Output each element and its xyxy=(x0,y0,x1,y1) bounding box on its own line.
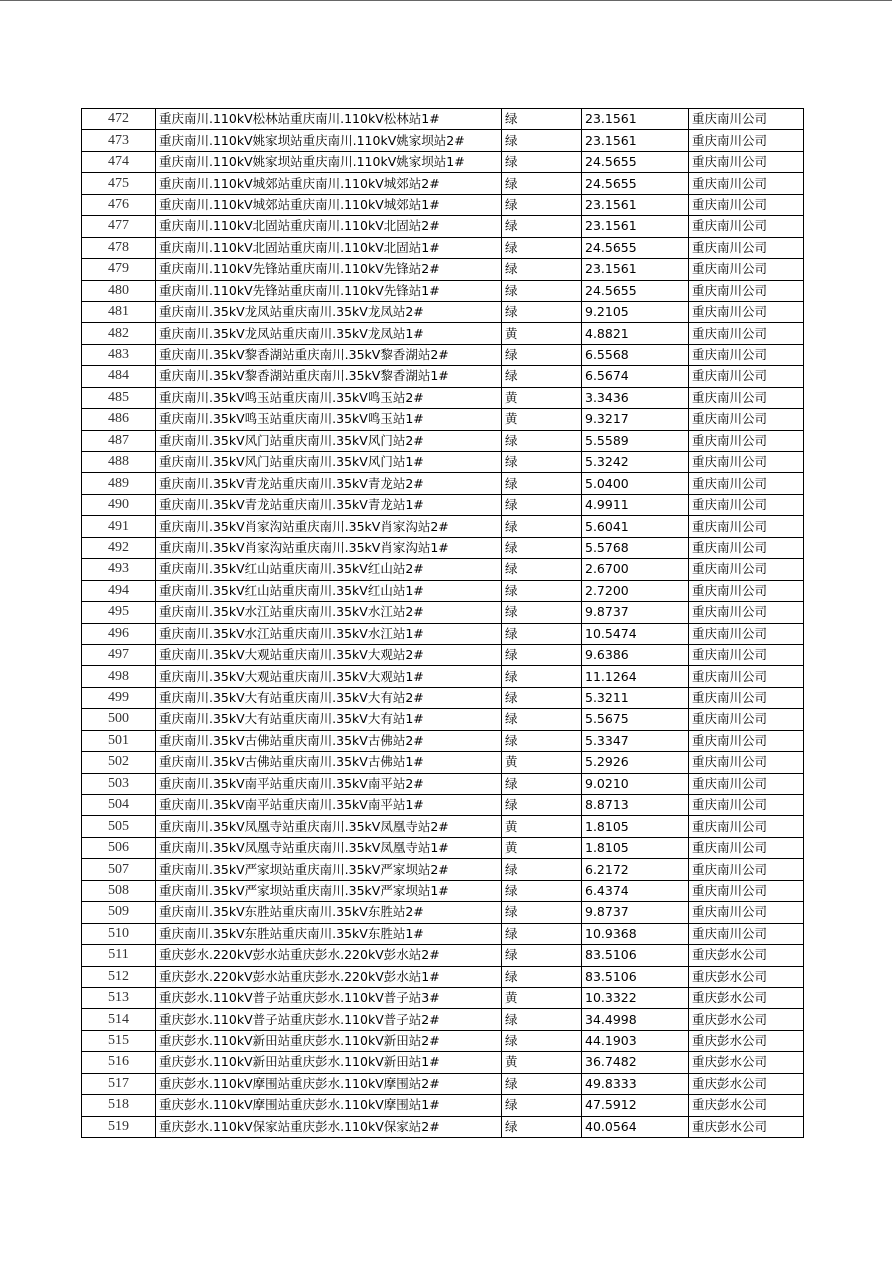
status-color-cell: 绿 xyxy=(502,1009,582,1030)
value-cell: 24.5655 xyxy=(582,173,689,194)
company-cell: 重庆彭水公司 xyxy=(689,1095,804,1116)
station-name-cell: 重庆南川.110kV姚家坝站重庆南川.110kV姚家坝站2# xyxy=(156,130,502,151)
company-cell: 重庆南川公司 xyxy=(689,687,804,708)
status-color-cell: 绿 xyxy=(502,880,582,901)
status-color-cell: 黄 xyxy=(502,987,582,1008)
table-row xyxy=(82,301,804,322)
table-row xyxy=(82,837,804,858)
status-color-cell: 绿 xyxy=(502,537,582,558)
company-cell: 重庆彭水公司 xyxy=(689,966,804,987)
status-color-cell: 绿 xyxy=(502,280,582,301)
row-number-cell: 495 xyxy=(82,602,156,623)
station-name-cell: 重庆彭水.110kV普子站重庆彭水.110kV普子站2# xyxy=(156,1009,502,1030)
table-row xyxy=(82,173,804,194)
table-row xyxy=(82,709,804,730)
row-number-cell: 474 xyxy=(82,151,156,172)
station-name-cell: 重庆南川.110kV松林站重庆南川.110kV松林站1# xyxy=(156,109,502,130)
company-cell: 重庆南川公司 xyxy=(689,795,804,816)
status-color-cell: 绿 xyxy=(502,966,582,987)
value-cell: 40.0564 xyxy=(582,1116,689,1137)
station-name-cell: 重庆南川.110kV姚家坝站重庆南川.110kV姚家坝站1# xyxy=(156,151,502,172)
status-color-cell: 绿 xyxy=(502,344,582,365)
value-cell: 9.0210 xyxy=(582,773,689,794)
value-cell: 5.3211 xyxy=(582,687,689,708)
status-color-cell: 绿 xyxy=(502,859,582,880)
company-cell: 重庆南川公司 xyxy=(689,837,804,858)
row-number-cell: 473 xyxy=(82,130,156,151)
status-color-cell: 绿 xyxy=(502,130,582,151)
status-color-cell: 绿 xyxy=(502,516,582,537)
row-number-cell: 516 xyxy=(82,1052,156,1073)
station-name-cell: 重庆南川.35kV水江站重庆南川.35kV水江站1# xyxy=(156,623,502,644)
status-color-cell: 绿 xyxy=(502,194,582,215)
row-number-cell: 511 xyxy=(82,945,156,966)
station-name-cell: 重庆南川.35kV肖家沟站重庆南川.35kV肖家沟站1# xyxy=(156,537,502,558)
company-cell: 重庆南川公司 xyxy=(689,109,804,130)
value-cell: 5.6041 xyxy=(582,516,689,537)
row-number-cell: 509 xyxy=(82,902,156,923)
value-cell: 6.2172 xyxy=(582,859,689,880)
row-number-cell: 489 xyxy=(82,473,156,494)
value-cell: 5.3347 xyxy=(582,730,689,751)
status-color-cell: 绿 xyxy=(502,795,582,816)
value-cell: 10.5474 xyxy=(582,623,689,644)
table-row xyxy=(82,902,804,923)
table-row xyxy=(82,880,804,901)
value-cell: 83.5106 xyxy=(582,945,689,966)
table-row xyxy=(82,816,804,837)
company-cell: 重庆南川公司 xyxy=(689,151,804,172)
company-cell: 重庆南川公司 xyxy=(689,237,804,258)
row-number-cell: 486 xyxy=(82,409,156,430)
status-color-cell: 绿 xyxy=(502,1030,582,1051)
station-name-cell: 重庆南川.35kV黎香湖站重庆南川.35kV黎香湖站2# xyxy=(156,344,502,365)
company-cell: 重庆南川公司 xyxy=(689,366,804,387)
company-cell: 重庆南川公司 xyxy=(689,280,804,301)
status-color-cell: 黄 xyxy=(502,409,582,430)
value-cell: 8.8713 xyxy=(582,795,689,816)
status-color-cell: 绿 xyxy=(502,259,582,280)
station-name-cell: 重庆南川.110kV先锋站重庆南川.110kV先锋站1# xyxy=(156,280,502,301)
value-cell: 24.5655 xyxy=(582,280,689,301)
row-number-cell: 479 xyxy=(82,259,156,280)
row-number-cell: 518 xyxy=(82,1095,156,1116)
row-number-cell: 502 xyxy=(82,752,156,773)
table-row xyxy=(82,602,804,623)
company-cell: 重庆南川公司 xyxy=(689,644,804,665)
station-name-cell: 重庆彭水.110kV新田站重庆彭水.110kV新田站1# xyxy=(156,1052,502,1073)
value-cell: 5.0400 xyxy=(582,473,689,494)
table-row xyxy=(82,945,804,966)
company-cell: 重庆南川公司 xyxy=(689,752,804,773)
status-color-cell: 绿 xyxy=(502,559,582,580)
value-cell: 23.1561 xyxy=(582,109,689,130)
row-number-cell: 497 xyxy=(82,644,156,665)
value-cell: 1.8105 xyxy=(582,837,689,858)
row-number-cell: 503 xyxy=(82,773,156,794)
table-row xyxy=(82,494,804,515)
row-number-cell: 484 xyxy=(82,366,156,387)
company-cell: 重庆南川公司 xyxy=(689,473,804,494)
company-cell: 重庆南川公司 xyxy=(689,666,804,687)
status-color-cell: 黄 xyxy=(502,752,582,773)
company-cell: 重庆南川公司 xyxy=(689,859,804,880)
station-name-cell: 重庆南川.35kV大观站重庆南川.35kV大观站2# xyxy=(156,644,502,665)
company-cell: 重庆彭水公司 xyxy=(689,945,804,966)
table-row xyxy=(82,859,804,880)
company-cell: 重庆南川公司 xyxy=(689,623,804,644)
row-number-cell: 480 xyxy=(82,280,156,301)
row-number-cell: 494 xyxy=(82,580,156,601)
company-cell: 重庆南川公司 xyxy=(689,902,804,923)
company-cell: 重庆南川公司 xyxy=(689,580,804,601)
value-cell: 36.7482 xyxy=(582,1052,689,1073)
company-cell: 重庆南川公司 xyxy=(689,409,804,430)
station-name-cell: 重庆南川.35kV青龙站重庆南川.35kV青龙站1# xyxy=(156,494,502,515)
value-cell: 23.1561 xyxy=(582,130,689,151)
row-number-cell: 475 xyxy=(82,173,156,194)
station-name-cell: 重庆彭水.110kV摩围站重庆彭水.110kV摩围站2# xyxy=(156,1073,502,1094)
status-color-cell: 绿 xyxy=(502,473,582,494)
value-cell: 9.3217 xyxy=(582,409,689,430)
table-row xyxy=(82,752,804,773)
company-cell: 重庆彭水公司 xyxy=(689,987,804,1008)
company-cell: 重庆南川公司 xyxy=(689,452,804,473)
table-row xyxy=(82,1095,804,1116)
table-row xyxy=(82,366,804,387)
table-row xyxy=(82,1073,804,1094)
row-number-cell: 476 xyxy=(82,194,156,215)
company-cell: 重庆南川公司 xyxy=(689,880,804,901)
company-cell: 重庆彭水公司 xyxy=(689,1052,804,1073)
value-cell: 5.2926 xyxy=(582,752,689,773)
table-row xyxy=(82,473,804,494)
company-cell: 重庆南川公司 xyxy=(689,816,804,837)
row-number-cell: 507 xyxy=(82,859,156,880)
status-color-cell: 绿 xyxy=(502,301,582,322)
company-cell: 重庆南川公司 xyxy=(689,301,804,322)
station-name-cell: 重庆南川.35kV红山站重庆南川.35kV红山站1# xyxy=(156,580,502,601)
table-row xyxy=(82,216,804,237)
company-cell: 重庆南川公司 xyxy=(689,559,804,580)
table-row xyxy=(82,644,804,665)
row-number-cell: 472 xyxy=(82,109,156,130)
row-number-cell: 501 xyxy=(82,730,156,751)
company-cell: 重庆南川公司 xyxy=(689,602,804,623)
company-cell: 重庆南川公司 xyxy=(689,323,804,344)
table-row xyxy=(82,559,804,580)
row-number-cell: 481 xyxy=(82,301,156,322)
value-cell: 6.5568 xyxy=(582,344,689,365)
table-row xyxy=(82,795,804,816)
table-row xyxy=(82,280,804,301)
status-color-cell: 绿 xyxy=(502,366,582,387)
status-color-cell: 绿 xyxy=(502,1116,582,1137)
company-cell: 重庆南川公司 xyxy=(689,923,804,944)
company-cell: 重庆南川公司 xyxy=(689,730,804,751)
table-row xyxy=(82,1009,804,1030)
table-row xyxy=(82,580,804,601)
row-number-cell: 490 xyxy=(82,494,156,515)
value-cell: 5.3242 xyxy=(582,452,689,473)
value-cell: 34.4998 xyxy=(582,1009,689,1030)
value-cell: 1.8105 xyxy=(582,816,689,837)
value-cell: 83.5106 xyxy=(582,966,689,987)
table-row xyxy=(82,387,804,408)
row-number-cell: 492 xyxy=(82,537,156,558)
table-row xyxy=(82,516,804,537)
station-name-cell: 重庆彭水.110kV新田站重庆彭水.110kV新田站2# xyxy=(156,1030,502,1051)
row-number-cell: 514 xyxy=(82,1009,156,1030)
row-number-cell: 515 xyxy=(82,1030,156,1051)
value-cell: 10.3322 xyxy=(582,987,689,1008)
company-cell: 重庆彭水公司 xyxy=(689,1116,804,1137)
value-cell: 49.8333 xyxy=(582,1073,689,1094)
company-cell: 重庆南川公司 xyxy=(689,494,804,515)
company-cell: 重庆南川公司 xyxy=(689,344,804,365)
status-color-cell: 黄 xyxy=(502,1052,582,1073)
table-row xyxy=(82,259,804,280)
value-cell: 11.1264 xyxy=(582,666,689,687)
company-cell: 重庆南川公司 xyxy=(689,259,804,280)
row-number-cell: 512 xyxy=(82,966,156,987)
value-cell: 5.5768 xyxy=(582,537,689,558)
table-row xyxy=(82,1030,804,1051)
row-number-cell: 498 xyxy=(82,666,156,687)
station-name-cell: 重庆南川.35kV鸣玉站重庆南川.35kV鸣玉站2# xyxy=(156,387,502,408)
status-color-cell: 绿 xyxy=(502,237,582,258)
row-number-cell: 478 xyxy=(82,237,156,258)
row-number-cell: 483 xyxy=(82,344,156,365)
table-row xyxy=(82,452,804,473)
station-name-cell: 重庆南川.110kV北固站重庆南川.110kV北固站1# xyxy=(156,237,502,258)
table-row xyxy=(82,923,804,944)
row-number-cell: 519 xyxy=(82,1116,156,1137)
value-cell: 9.2105 xyxy=(582,301,689,322)
value-cell: 9.8737 xyxy=(582,602,689,623)
company-cell: 重庆彭水公司 xyxy=(689,1009,804,1030)
row-number-cell: 500 xyxy=(82,709,156,730)
station-name-cell: 重庆南川.35kV大有站重庆南川.35kV大有站2# xyxy=(156,687,502,708)
company-cell: 重庆南川公司 xyxy=(689,430,804,451)
station-name-cell: 重庆南川.35kV龙凤站重庆南川.35kV龙凤站1# xyxy=(156,323,502,344)
status-color-cell: 绿 xyxy=(502,902,582,923)
value-cell: 10.9368 xyxy=(582,923,689,944)
row-number-cell: 482 xyxy=(82,323,156,344)
station-name-cell: 重庆南川.110kV城郊站重庆南川.110kV城郊站1# xyxy=(156,194,502,215)
table-row xyxy=(82,409,804,430)
row-number-cell: 493 xyxy=(82,559,156,580)
station-name-cell: 重庆南川.35kV东胜站重庆南川.35kV东胜站2# xyxy=(156,902,502,923)
row-number-cell: 477 xyxy=(82,216,156,237)
value-cell: 4.8821 xyxy=(582,323,689,344)
station-name-cell: 重庆南川.35kV鸣玉站重庆南川.35kV鸣玉站1# xyxy=(156,409,502,430)
row-number-cell: 508 xyxy=(82,880,156,901)
status-color-cell: 绿 xyxy=(502,151,582,172)
row-number-cell: 505 xyxy=(82,816,156,837)
table-row xyxy=(82,666,804,687)
data-table xyxy=(81,108,804,1138)
station-name-cell: 重庆南川.35kV龙凤站重庆南川.35kV龙凤站2# xyxy=(156,301,502,322)
company-cell: 重庆彭水公司 xyxy=(689,1030,804,1051)
company-cell: 重庆南川公司 xyxy=(689,194,804,215)
row-number-cell: 504 xyxy=(82,795,156,816)
value-cell: 2.7200 xyxy=(582,580,689,601)
value-cell: 24.5655 xyxy=(582,237,689,258)
station-name-cell: 重庆南川.35kV古佛站重庆南川.35kV古佛站1# xyxy=(156,752,502,773)
status-color-cell: 绿 xyxy=(502,216,582,237)
company-cell: 重庆南川公司 xyxy=(689,130,804,151)
value-cell: 4.9911 xyxy=(582,494,689,515)
table-row xyxy=(82,430,804,451)
status-color-cell: 绿 xyxy=(502,602,582,623)
station-name-cell: 重庆南川.110kV城郊站重庆南川.110kV城郊站2# xyxy=(156,173,502,194)
station-name-cell: 重庆南川.35kV南平站重庆南川.35kV南平站2# xyxy=(156,773,502,794)
station-name-cell: 重庆南川.35kV严家坝站重庆南川.35kV严家坝站1# xyxy=(156,880,502,901)
station-name-cell: 重庆南川.35kV古佛站重庆南川.35kV古佛站2# xyxy=(156,730,502,751)
station-name-cell: 重庆南川.35kV风门站重庆南川.35kV风门站1# xyxy=(156,452,502,473)
status-color-cell: 绿 xyxy=(502,580,582,601)
station-name-cell: 重庆彭水.110kV普子站重庆彭水.110kV普子站3# xyxy=(156,987,502,1008)
station-name-cell: 重庆南川.35kV严家坝站重庆南川.35kV严家坝站2# xyxy=(156,859,502,880)
station-name-cell: 重庆彭水.110kV保家站重庆彭水.110kV保家站2# xyxy=(156,1116,502,1137)
value-cell: 5.5589 xyxy=(582,430,689,451)
table-row xyxy=(82,687,804,708)
row-number-cell: 517 xyxy=(82,1073,156,1094)
status-color-cell: 黄 xyxy=(502,816,582,837)
status-color-cell: 绿 xyxy=(502,773,582,794)
page-top-border xyxy=(0,0,892,1)
value-cell: 5.5675 xyxy=(582,709,689,730)
station-name-cell: 重庆南川.110kV北固站重庆南川.110kV北固站2# xyxy=(156,216,502,237)
table-row xyxy=(82,130,804,151)
value-cell: 24.5655 xyxy=(582,151,689,172)
status-color-cell: 绿 xyxy=(502,1073,582,1094)
status-color-cell: 绿 xyxy=(502,666,582,687)
value-cell: 9.6386 xyxy=(582,644,689,665)
station-name-cell: 重庆彭水.220kV彭水站重庆彭水.220kV彭水站1# xyxy=(156,966,502,987)
table-row xyxy=(82,773,804,794)
station-name-cell: 重庆南川.35kV风门站重庆南川.35kV风门站2# xyxy=(156,430,502,451)
status-color-cell: 绿 xyxy=(502,709,582,730)
table-row xyxy=(82,323,804,344)
table-row xyxy=(82,151,804,172)
table-row xyxy=(82,1052,804,1073)
table-row xyxy=(82,109,804,130)
station-name-cell: 重庆南川.35kV大观站重庆南川.35kV大观站1# xyxy=(156,666,502,687)
row-number-cell: 496 xyxy=(82,623,156,644)
station-name-cell: 重庆南川.35kV凤凰寺站重庆南川.35kV凤凰寺站2# xyxy=(156,816,502,837)
value-cell: 23.1561 xyxy=(582,194,689,215)
table-row xyxy=(82,194,804,215)
company-cell: 重庆南川公司 xyxy=(689,216,804,237)
value-cell: 44.1903 xyxy=(582,1030,689,1051)
station-name-cell: 重庆南川.110kV先锋站重庆南川.110kV先锋站2# xyxy=(156,259,502,280)
value-cell: 6.4374 xyxy=(582,880,689,901)
table-row xyxy=(82,344,804,365)
station-name-cell: 重庆南川.35kV大有站重庆南川.35kV大有站1# xyxy=(156,709,502,730)
company-cell: 重庆南川公司 xyxy=(689,387,804,408)
station-name-cell: 重庆南川.35kV凤凰寺站重庆南川.35kV凤凰寺站1# xyxy=(156,837,502,858)
status-color-cell: 黄 xyxy=(502,837,582,858)
status-color-cell: 绿 xyxy=(502,623,582,644)
status-color-cell: 绿 xyxy=(502,730,582,751)
value-cell: 23.1561 xyxy=(582,259,689,280)
table-row xyxy=(82,623,804,644)
station-name-cell: 重庆南川.35kV肖家沟站重庆南川.35kV肖家沟站2# xyxy=(156,516,502,537)
value-cell: 47.5912 xyxy=(582,1095,689,1116)
station-name-cell: 重庆南川.35kV南平站重庆南川.35kV南平站1# xyxy=(156,795,502,816)
status-color-cell: 绿 xyxy=(502,109,582,130)
company-cell: 重庆南川公司 xyxy=(689,709,804,730)
status-color-cell: 绿 xyxy=(502,644,582,665)
status-color-cell: 绿 xyxy=(502,452,582,473)
value-cell: 3.3436 xyxy=(582,387,689,408)
row-number-cell: 506 xyxy=(82,837,156,858)
station-name-cell: 重庆南川.35kV东胜站重庆南川.35kV东胜站1# xyxy=(156,923,502,944)
status-color-cell: 绿 xyxy=(502,173,582,194)
row-number-cell: 485 xyxy=(82,387,156,408)
row-number-cell: 513 xyxy=(82,987,156,1008)
row-number-cell: 488 xyxy=(82,452,156,473)
status-color-cell: 绿 xyxy=(502,945,582,966)
value-cell: 6.5674 xyxy=(582,366,689,387)
table-row xyxy=(82,237,804,258)
company-cell: 重庆彭水公司 xyxy=(689,1073,804,1094)
status-color-cell: 绿 xyxy=(502,430,582,451)
table-row xyxy=(82,730,804,751)
company-cell: 重庆南川公司 xyxy=(689,173,804,194)
company-cell: 重庆南川公司 xyxy=(689,773,804,794)
company-cell: 重庆南川公司 xyxy=(689,516,804,537)
row-number-cell: 510 xyxy=(82,923,156,944)
status-color-cell: 黄 xyxy=(502,323,582,344)
station-name-cell: 重庆南川.35kV青龙站重庆南川.35kV青龙站2# xyxy=(156,473,502,494)
station-name-cell: 重庆南川.35kV水江站重庆南川.35kV水江站2# xyxy=(156,602,502,623)
status-color-cell: 黄 xyxy=(502,387,582,408)
station-name-cell: 重庆南川.35kV红山站重庆南川.35kV红山站2# xyxy=(156,559,502,580)
company-cell: 重庆南川公司 xyxy=(689,537,804,558)
status-color-cell: 绿 xyxy=(502,923,582,944)
row-number-cell: 487 xyxy=(82,430,156,451)
value-cell: 23.1561 xyxy=(582,216,689,237)
station-name-cell: 重庆彭水.220kV彭水站重庆彭水.220kV彭水站2# xyxy=(156,945,502,966)
row-number-cell: 499 xyxy=(82,687,156,708)
table-row xyxy=(82,1116,804,1137)
station-name-cell: 重庆彭水.110kV摩围站重庆彭水.110kV摩围站1# xyxy=(156,1095,502,1116)
table-row xyxy=(82,987,804,1008)
row-number-cell: 491 xyxy=(82,516,156,537)
status-color-cell: 绿 xyxy=(502,494,582,515)
table-row xyxy=(82,537,804,558)
status-color-cell: 绿 xyxy=(502,687,582,708)
station-name-cell: 重庆南川.35kV黎香湖站重庆南川.35kV黎香湖站1# xyxy=(156,366,502,387)
table-row xyxy=(82,966,804,987)
value-cell: 2.6700 xyxy=(582,559,689,580)
status-color-cell: 绿 xyxy=(502,1095,582,1116)
value-cell: 9.8737 xyxy=(582,902,689,923)
